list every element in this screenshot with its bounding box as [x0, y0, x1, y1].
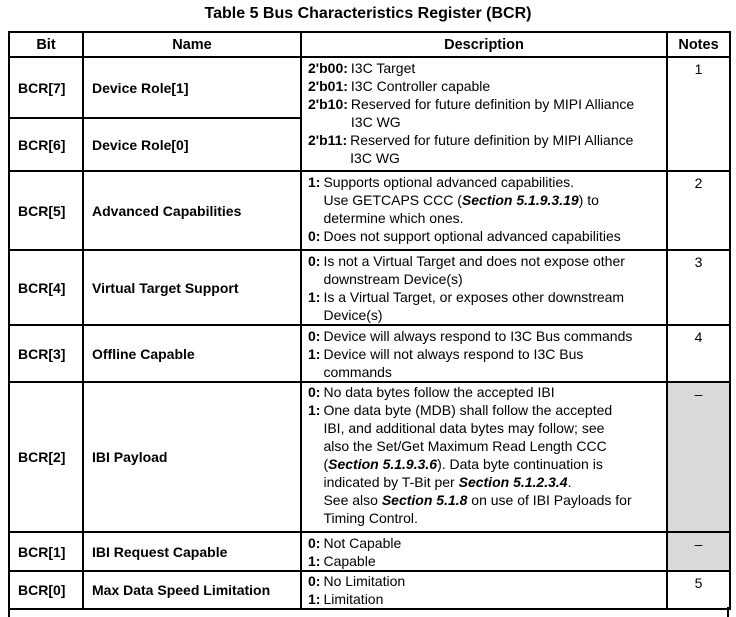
name-cell: IBI Payload [83, 382, 301, 532]
table-row [9, 57, 730, 118]
description-cell [301, 382, 667, 532]
text-run: Capable [323, 552, 376, 569]
next-row-fragment [8, 607, 729, 617]
bit-cell: BCR[2] [9, 382, 83, 532]
header-notes: Notes [667, 32, 730, 57]
value-description [351, 95, 634, 131]
description-item [308, 383, 662, 401]
value-description [323, 345, 583, 381]
name-cell: Offline Capable [83, 325, 301, 382]
table-row [9, 171, 730, 250]
bit-cell: BCR[4] [9, 250, 83, 325]
bit-cell: BCR[5] [9, 171, 83, 250]
section-reference: Section 5.1.8 [381, 492, 468, 508]
bit-cell: BCR[3] [9, 325, 83, 382]
text-run: on use of IBI Payloads for Timing Control. [323, 492, 632, 526]
text-run: Not Capable [323, 534, 402, 551]
value-description [323, 252, 624, 288]
table-row [9, 571, 730, 609]
text-run: No data bytes follow the accepted IBI [323, 384, 555, 400]
text-run: . See also [323, 474, 572, 508]
value-description [323, 552, 375, 570]
value-code: 0: [308, 228, 321, 244]
value-code: 2'b11: [308, 132, 348, 148]
name-cell: Max Data Speed Limitation [83, 571, 301, 609]
value-description [323, 227, 620, 245]
text-run: ) to determine which ones. [323, 192, 599, 226]
text-run: Does not support optional advanced capabilities [323, 228, 621, 244]
notes-cell: – [667, 382, 730, 532]
text-run: Reserved for future definition by MIPI Alliance I3C WG [350, 132, 634, 166]
description-item [308, 288, 662, 324]
value-code: 2'b10: [308, 96, 348, 112]
value-description [351, 77, 490, 95]
text-run: Device will not always respond to I3C Bus commands [323, 346, 584, 380]
text-run: I3C Target [350, 60, 416, 76]
value-code: 0: [308, 328, 321, 344]
value-code: 1: [308, 552, 321, 569]
name-cell: IBI Request Capable [83, 532, 301, 571]
value-description [323, 327, 632, 345]
text-run: ). Data byte continuation is indicated by T-Bit per [323, 456, 603, 490]
header-row [9, 32, 730, 57]
name-cell: Virtual Target Support [83, 250, 301, 325]
description-cell [301, 532, 667, 571]
value-code: 0: [308, 384, 321, 400]
description-item [308, 345, 662, 381]
bit-cell: BCR[7] [9, 57, 83, 118]
notes-cell: 3 [667, 250, 730, 325]
value-description [323, 590, 383, 608]
name-cell: Advanced Capabilities [83, 171, 301, 250]
text-run: Is not a Virtual Target and does not expose other downstream Device(s) [323, 253, 625, 287]
value-description [323, 383, 554, 401]
value-code: 2'b01: [308, 78, 348, 94]
bcr-table [8, 31, 731, 610]
value-code: 0: [308, 253, 321, 269]
description-item [308, 534, 662, 552]
notes-cell: 1 [667, 57, 730, 171]
section-reference: Section 5.1.2.3.4 [458, 474, 568, 490]
description-cell [301, 250, 667, 325]
value-code: 1: [308, 174, 321, 190]
description-item [308, 227, 662, 245]
bit-cell: BCR[6] [9, 118, 83, 171]
value-description [323, 288, 624, 324]
table-row [9, 250, 730, 325]
notes-cell: 5 [667, 571, 730, 609]
description-cell [301, 571, 667, 609]
text-run: Limitation [323, 591, 384, 607]
notes-cell: – [667, 532, 730, 571]
notes-cell: 4 [667, 325, 730, 382]
description-item [308, 401, 662, 527]
description-cell [301, 325, 667, 382]
value-code: 1: [308, 402, 321, 418]
text-run: No Limitation [323, 573, 406, 589]
text-run: One data byte (MDB) shall follow the accepted IBI, and additional data bytes may follow; see also the Set/Get Maximum Read Length CCC ( [323, 402, 613, 472]
value-description [323, 173, 598, 227]
value-description [351, 59, 415, 77]
value-code: 1: [308, 289, 321, 305]
table-row [9, 532, 730, 571]
value-description [323, 534, 401, 552]
description-item [308, 327, 662, 345]
value-description [323, 572, 405, 590]
name-cell: Device Role[1] [83, 57, 301, 118]
table-title: Table 5 Bus Characteristics Register (BCR) [204, 5, 532, 22]
value-code: 0: [308, 573, 321, 589]
description-item [308, 131, 662, 167]
text-run: Reserved for future definition by MIPI Alliance I3C WG [350, 96, 635, 130]
description-cell [301, 57, 667, 171]
header-name: Name [83, 32, 301, 57]
section-reference: Section 5.1.9.3.19 [461, 192, 579, 208]
table-row [9, 382, 730, 532]
section-reference: Section 5.1.9.3.6 [328, 456, 438, 472]
value-description [323, 401, 631, 527]
value-code: 0: [308, 534, 321, 551]
value-code: 1: [308, 346, 321, 362]
text-run: Is a Virtual Target, or exposes other downstream Device(s) [323, 289, 625, 323]
value-code: 1: [308, 591, 321, 607]
name-cell: Device Role[0] [83, 118, 301, 171]
table-row [9, 325, 730, 382]
value-description [350, 131, 633, 167]
header-bit: Bit [9, 32, 83, 57]
header-description: Description [301, 32, 667, 57]
description-item [308, 552, 662, 570]
description-cell [301, 171, 667, 250]
description-item [308, 77, 662, 95]
description-item [308, 590, 662, 608]
description-item [308, 252, 662, 288]
notes-cell: 2 [667, 171, 730, 250]
description-item [308, 572, 662, 590]
text-run: Device will always respond to I3C Bus commands [323, 328, 633, 344]
value-code: 2'b00: [308, 60, 348, 76]
description-item [308, 95, 662, 131]
text-run: I3C Controller capable [350, 78, 491, 94]
bit-cell: BCR[0] [9, 571, 83, 609]
description-item [308, 173, 662, 227]
description-item [308, 59, 662, 77]
bit-cell: BCR[1] [9, 532, 83, 571]
text-run: Supports optional advanced capabilities. Use GETCAPS CCC ( [323, 174, 575, 208]
